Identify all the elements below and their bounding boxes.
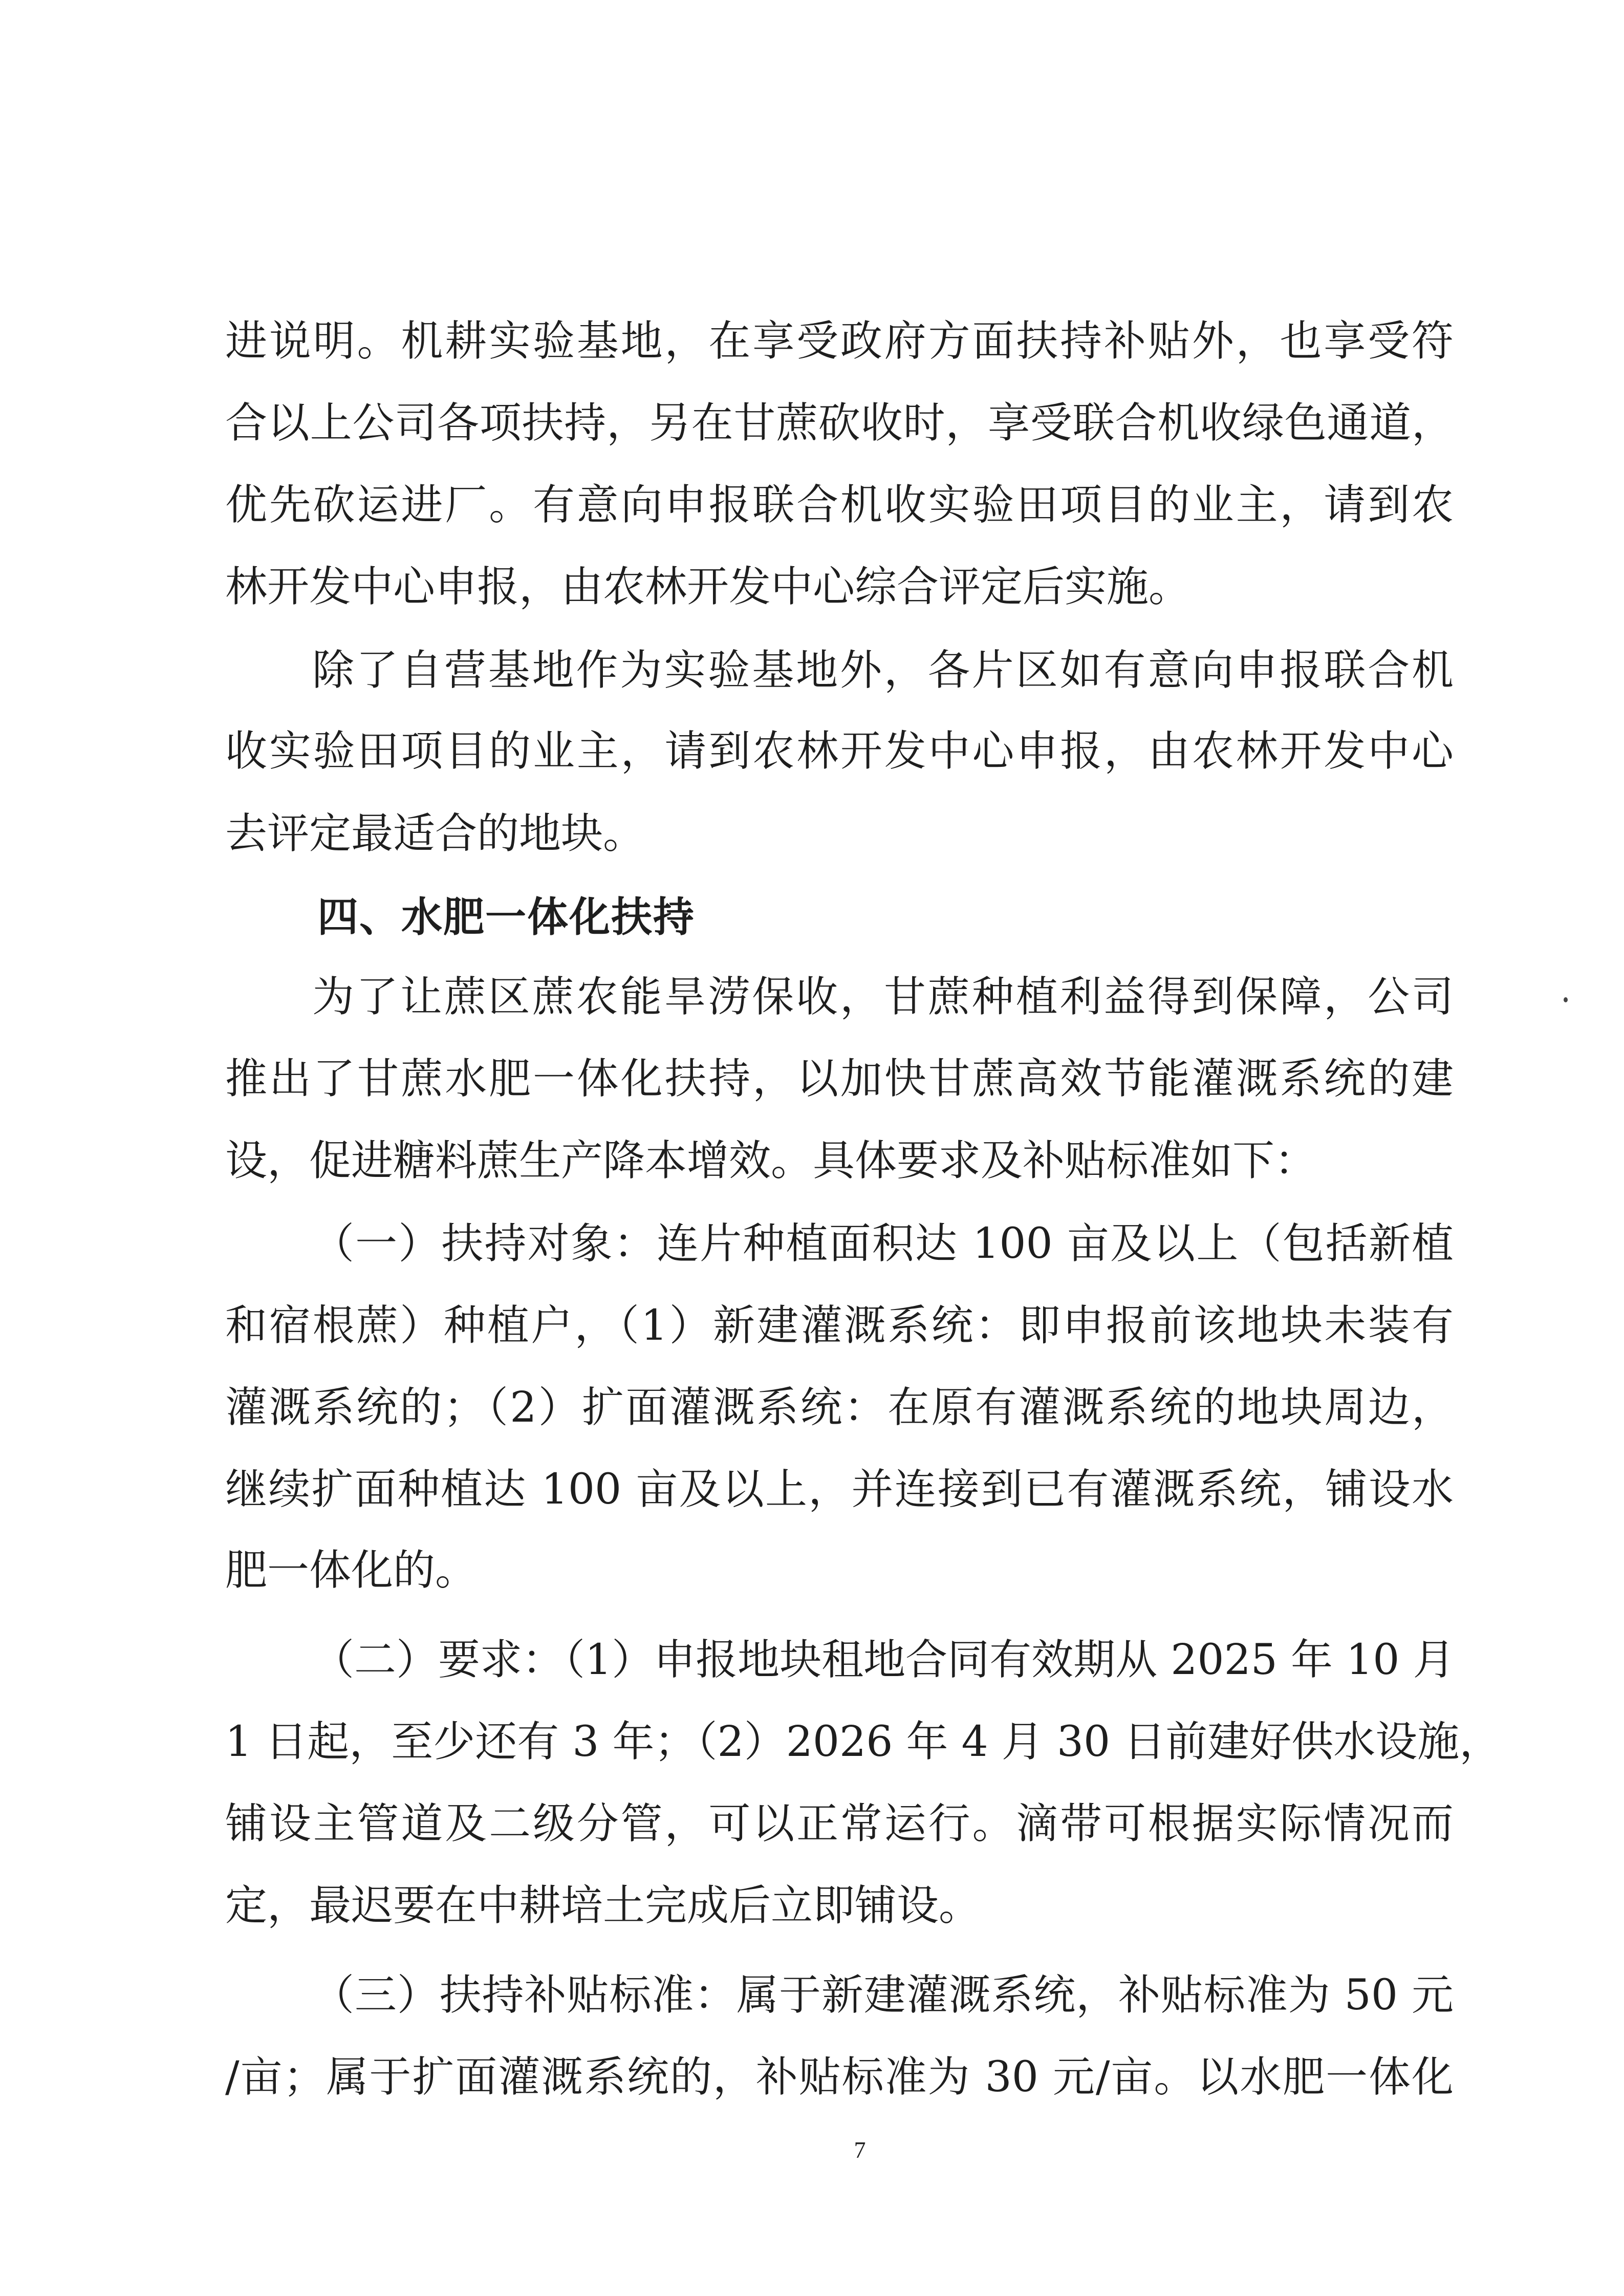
body-line: 推出了甘蔗水肥一体化扶持，以加快甘蔗高效节能灌溉系统的建: [225, 1055, 1454, 1103]
body-line: 林开发中心申报，由农林开发中心综合评定后实施。: [225, 563, 1191, 611]
section-heading: 四、水肥一体化扶持: [317, 893, 695, 941]
body-line: 进说明。机耕实验基地，在享受政府方面扶持补贴外，也享受符: [225, 317, 1454, 366]
body-line: 设，促进糖料蔗生产降本增效。具体要求及补贴标准如下：: [225, 1136, 1317, 1185]
body-line: 1 日起，至少还有 3 年；（2）2026 年 4 月 30 日前建好供水设施，: [225, 1718, 1502, 1766]
body-line: 合以上公司各项扶持，另在甘蔗砍收时，享受联合机收绿色通道，: [225, 399, 1454, 447]
body-line: 肥一体化的。: [225, 1546, 478, 1595]
body-line: 去评定最适合的地块。: [225, 809, 645, 858]
body-line: （一）扶持对象：连片种植面积达 100 亩及以上（包括新植: [312, 1219, 1454, 1268]
body-line: /亩；属于扩面灌溉系统的，补贴标准为 30 元/亩。以水肥一体化: [225, 2053, 1454, 2101]
body-line: （二）要求：（1）申报地块租地合同有效期从 2025 年 10 月: [312, 1636, 1455, 1684]
body-line: （三）扶持补贴标准：属于新建灌溉系统，补贴标准为 50 元: [312, 1971, 1454, 2020]
body-line: 铺设主管道及二级分管，可以正常运行。滴带可根据实际情况而: [225, 1799, 1454, 1848]
body-line: 继续扩面种植达 100 亩及以上，并连接到已有灌溉系统，铺设水: [225, 1465, 1454, 1514]
scan-speck-decoration: [1564, 997, 1568, 1002]
body-line: 为了让蔗区蔗农能旱涝保收，甘蔗种植利益得到保障，公司: [312, 973, 1454, 1021]
body-line: 除了自营基地作为实验基地外，各片区如有意向申报联合机: [312, 646, 1454, 695]
body-line: 灌溉系统的；（2）扩面灌溉系统：在原有灌溉系统的地块周边，: [225, 1383, 1454, 1432]
body-line: 优先砍运进厂。有意向申报联合机收实验田项目的业主，请到农: [225, 481, 1454, 529]
page-number: 7: [854, 2137, 866, 2163]
body-line: 定，最迟要在中耕培土完成后立即铺设。: [225, 1881, 981, 1930]
body-line: 收实验田项目的业主，请到农林开发中心申报，由农林开发中心: [225, 727, 1454, 776]
body-line: 和宿根蔗）种植户，（1）新建灌溉系统：即申报前该地块未装有: [225, 1301, 1454, 1350]
